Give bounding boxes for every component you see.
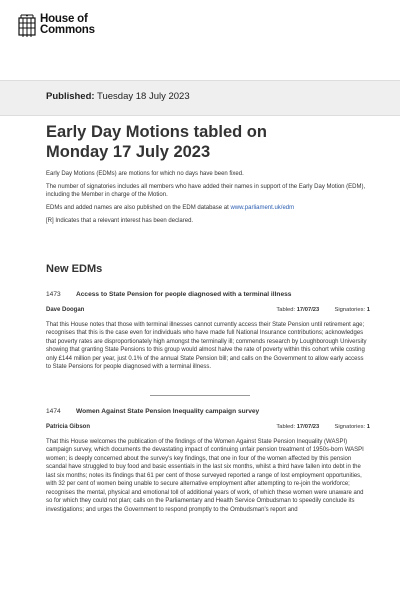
divider — [150, 395, 250, 396]
motion-title: Access to State Pension for people diagnosed with a terminal illness — [76, 291, 292, 298]
signatories-count: 1 — [366, 423, 370, 430]
logo-text — [40, 14, 95, 36]
page-title — [46, 122, 366, 162]
tabled-label: Tabled: — [276, 306, 296, 313]
motion-item — [46, 291, 370, 372]
title-line-2: Monday 17 July 2023 — [46, 143, 211, 161]
tabled-date: 17/07/23 — [296, 306, 320, 313]
signatories-count: 1 — [366, 306, 370, 313]
motion-body: That this House notes that those with terminal illnesses cannot currently access their State Pension until retirement age; recognises that this is the case even for individuals who have made full National Insurance contributions; acknowledges that poverty rates are disproportionately high amongst the terminally ill; commends research by Loughborough University showing that granting State Pensions to this group would almost halve the rate of poverty within this cohort while costing only £144 million per year, just 0.1% of the annual State Pension bill; and calls on the Government to allow early access to State Pensions for people diagnosed with a terminal illness. — [46, 321, 367, 370]
published-label: Published: — [46, 91, 95, 102]
title-line-1: Early Day Motions tabled on — [46, 123, 267, 141]
portcullis-icon — [18, 14, 36, 38]
signatories-label: Signatories: — [334, 423, 366, 430]
intro-text — [46, 170, 376, 230]
motion-author: Patricia Gibson — [46, 424, 91, 430]
motion-number: 1473 — [46, 291, 61, 298]
published-line — [46, 91, 190, 102]
logo-line-2: Commons — [40, 24, 95, 36]
tabled-label: Tabled: — [276, 423, 296, 430]
logo-line-1: House of — [40, 13, 88, 25]
tabled-date: 17/07/23 — [296, 423, 320, 430]
house-of-commons-logo — [18, 14, 95, 38]
motion-item — [46, 408, 370, 514]
intro-paragraph-1: Early Day Motions (EDMs) are motions for which no days have been fixed. — [46, 171, 244, 177]
intro-paragraph-4: [R] Indicates that a relevant interest has been declared. — [46, 218, 194, 225]
edm-database-link[interactable]: www.parliament.uk/edm — [230, 205, 295, 212]
motion-author: Dave Doogan — [46, 307, 85, 313]
published-date: Tuesday 18 July 2023 — [97, 91, 190, 102]
intro-paragraph-3 — [46, 204, 376, 212]
motion-header — [46, 408, 370, 417]
motion-body: That this House welcomes the publication of the findings of the Women Against State Pension Inequality (WASPI) campaign survey, which documents the devastating impact of continuing unfair pension treatment of 1950s-born WASPI women; is deeply concerned about the survey's key findings, that one in four of the women affected by this pension scandal have struggled to buy food and basic essentials in the last six months, whilst a third have fallen into debt in the last six months; notes its findings that 61 per cent of those surveyed reported a range of lost employment opportunities, with 32 per cent of women being unable to secure alternative employment after attempting to re-join the workforce; recognises the mental, physical and emotional toll of additional years of work, of which these women were unaware and so for which they could not plan; calls on the Parliamentary and Health Service Ombudsman to speedily conclude its investigations; and urges the Government to respond promptly to the Ombudsman's report and — [46, 438, 364, 513]
signatories-label: Signatories: — [334, 306, 366, 313]
section-title: New EDMs — [46, 263, 103, 275]
motion-header — [46, 291, 370, 300]
intro-paragraph-2: The number of signatories includes all members who have added their names in support of the Early Day Motion (EDM), including the Member in charge of the Motion. — [46, 183, 366, 199]
intro-p3-prefix: EDMs and added names are also published on the EDM database at — [46, 205, 231, 212]
motion-title: Women Against State Pension Inequality campaign survey — [76, 408, 260, 415]
motion-number: 1474 — [46, 408, 61, 415]
